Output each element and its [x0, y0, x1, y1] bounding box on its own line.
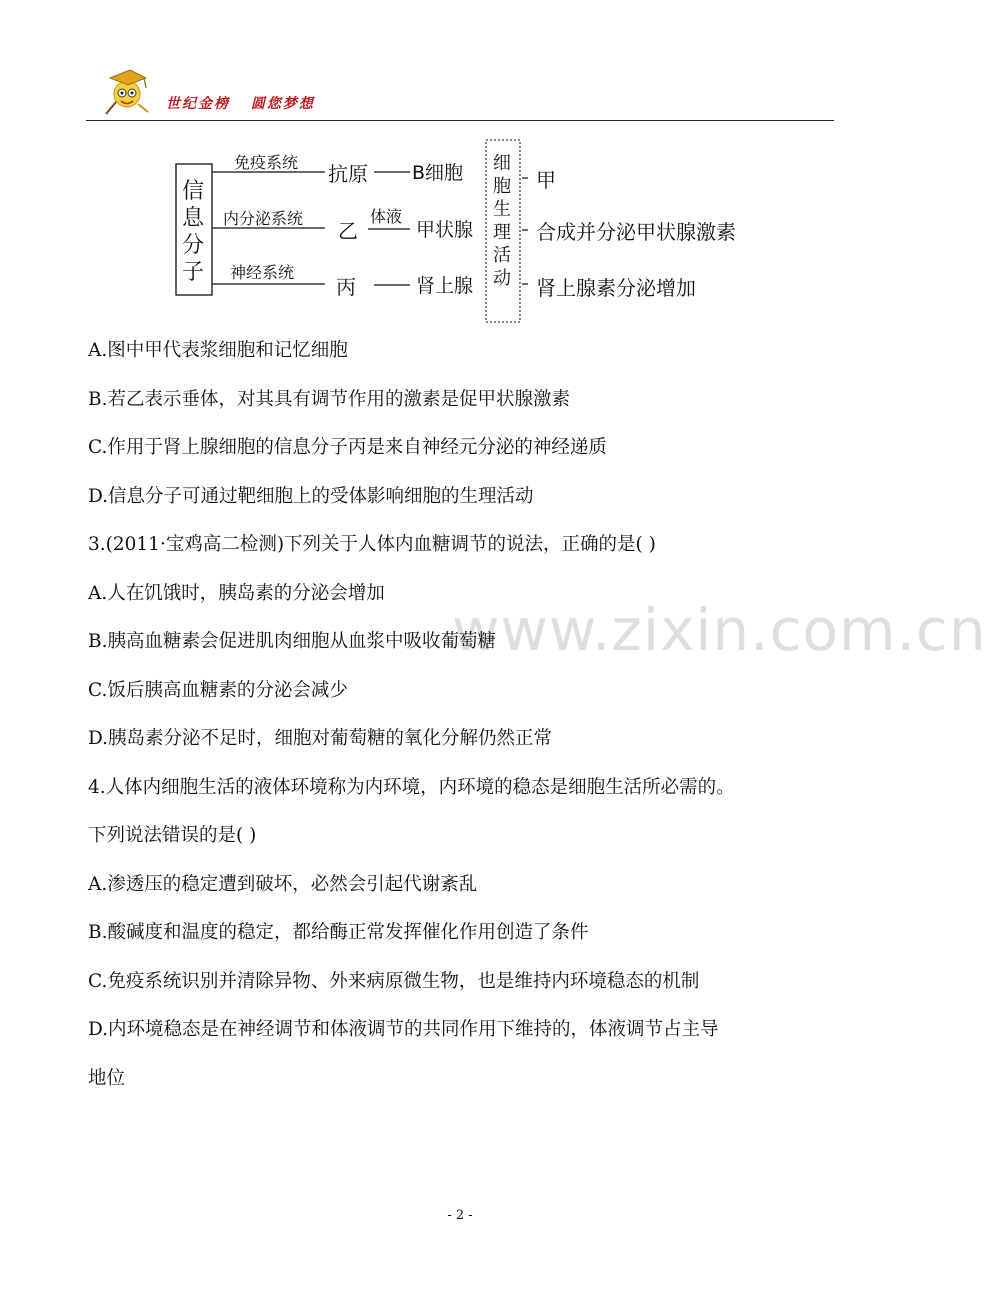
- signal-c-label: 丙: [336, 275, 356, 299]
- page-header: [86, 62, 834, 121]
- question-3-stem: 3.(2011·宝鸡高二检测)下列关于人体内血糖调节的说法，正确的是( ): [88, 534, 656, 555]
- nervous-system-label: 神经系统: [230, 263, 295, 282]
- option-b: B.若乙表示垂体，对其具有调节作用的激素是促甲状腺激素: [88, 389, 570, 410]
- box-char: 生: [493, 199, 511, 220]
- immune-system-label: 免疫系统: [234, 153, 299, 172]
- option-b: B.胰高血糖素会促进肌肉细胞从血浆中吸收葡萄糖: [88, 631, 496, 652]
- box-char: 理: [493, 222, 511, 243]
- antigen-label: 抗原: [328, 162, 368, 186]
- option-d-cont: 地位: [88, 1068, 126, 1089]
- option-c: C.饭后胰高血糖素的分泌会减少: [88, 680, 348, 701]
- result-adrenal-label: 肾上腺素分泌增加: [536, 276, 696, 300]
- option-b: B.酸碱度和温度的稳定，都给酶正常发挥催化作用创造了条件: [88, 922, 589, 943]
- box-char: 息: [182, 206, 205, 231]
- result-thyroid-label: 合成并分泌甲状腺激素: [536, 220, 736, 244]
- box-char: 活: [493, 245, 511, 266]
- thyroid-label: 甲状腺: [416, 219, 474, 241]
- watermark: www.zixin.com.cn: [452, 596, 987, 664]
- option-a: A.人在饥饿时，胰岛素的分泌会增加: [88, 583, 385, 604]
- signal-molecule-box: [182, 178, 204, 286]
- box-char: 细: [493, 153, 511, 174]
- box-char: 信: [182, 179, 205, 204]
- graduate-mascot-logo: [102, 64, 152, 116]
- signal-molecule-diagram: [170, 138, 770, 328]
- box-char: 胞: [493, 176, 511, 197]
- brand-motto: 圆您梦想: [250, 96, 315, 112]
- option-c: C.作用于肾上腺细胞的信息分子丙是来自神经元分泌的神经递质: [88, 437, 607, 458]
- option-c: C.免疫系统识别并清除异物、外来病原微生物，也是维持内环境稳态的机制: [88, 971, 700, 992]
- box-char: 分: [182, 233, 205, 258]
- question-4-stem-cont: 下列说法错误的是( ): [88, 825, 257, 846]
- adrenal-label: 肾上腺: [416, 275, 474, 297]
- brand-slogan: [166, 93, 329, 113]
- result-a-label: 甲: [536, 168, 556, 192]
- option-d: D.信息分子可通过靶细胞上的受体影响细胞的生理活动: [88, 486, 534, 507]
- question-4-stem: 4.人体内细胞生活的液体环境称为内环境，内环境的稳态是细胞生活所必需的。: [88, 777, 735, 798]
- page-number: - 2 -: [447, 1208, 473, 1223]
- brand-name: 世纪金榜: [166, 96, 230, 112]
- b-cell-label: B细胞: [412, 162, 464, 184]
- option-d: D.胰岛素分泌不足时，细胞对葡萄糖的氧化分解仍然正常: [88, 728, 553, 749]
- option-a: A.图中甲代表浆细胞和记忆细胞: [88, 340, 348, 361]
- option-d: D.内环境稳态是在神经调节和体液调节的共同作用下维持的，体液调节占主导: [88, 1019, 719, 1040]
- endocrine-system-label: 内分泌系统: [223, 209, 304, 228]
- box-char: 动: [493, 268, 511, 289]
- option-a: A.渗透压的稳定遭到破坏，必然会引起代谢紊乱: [88, 874, 478, 895]
- signal-b-label: 乙: [338, 219, 358, 243]
- cell-activity-box: [493, 152, 511, 290]
- box-char: 子: [182, 260, 205, 285]
- body-fluid-label: 体液: [370, 207, 403, 226]
